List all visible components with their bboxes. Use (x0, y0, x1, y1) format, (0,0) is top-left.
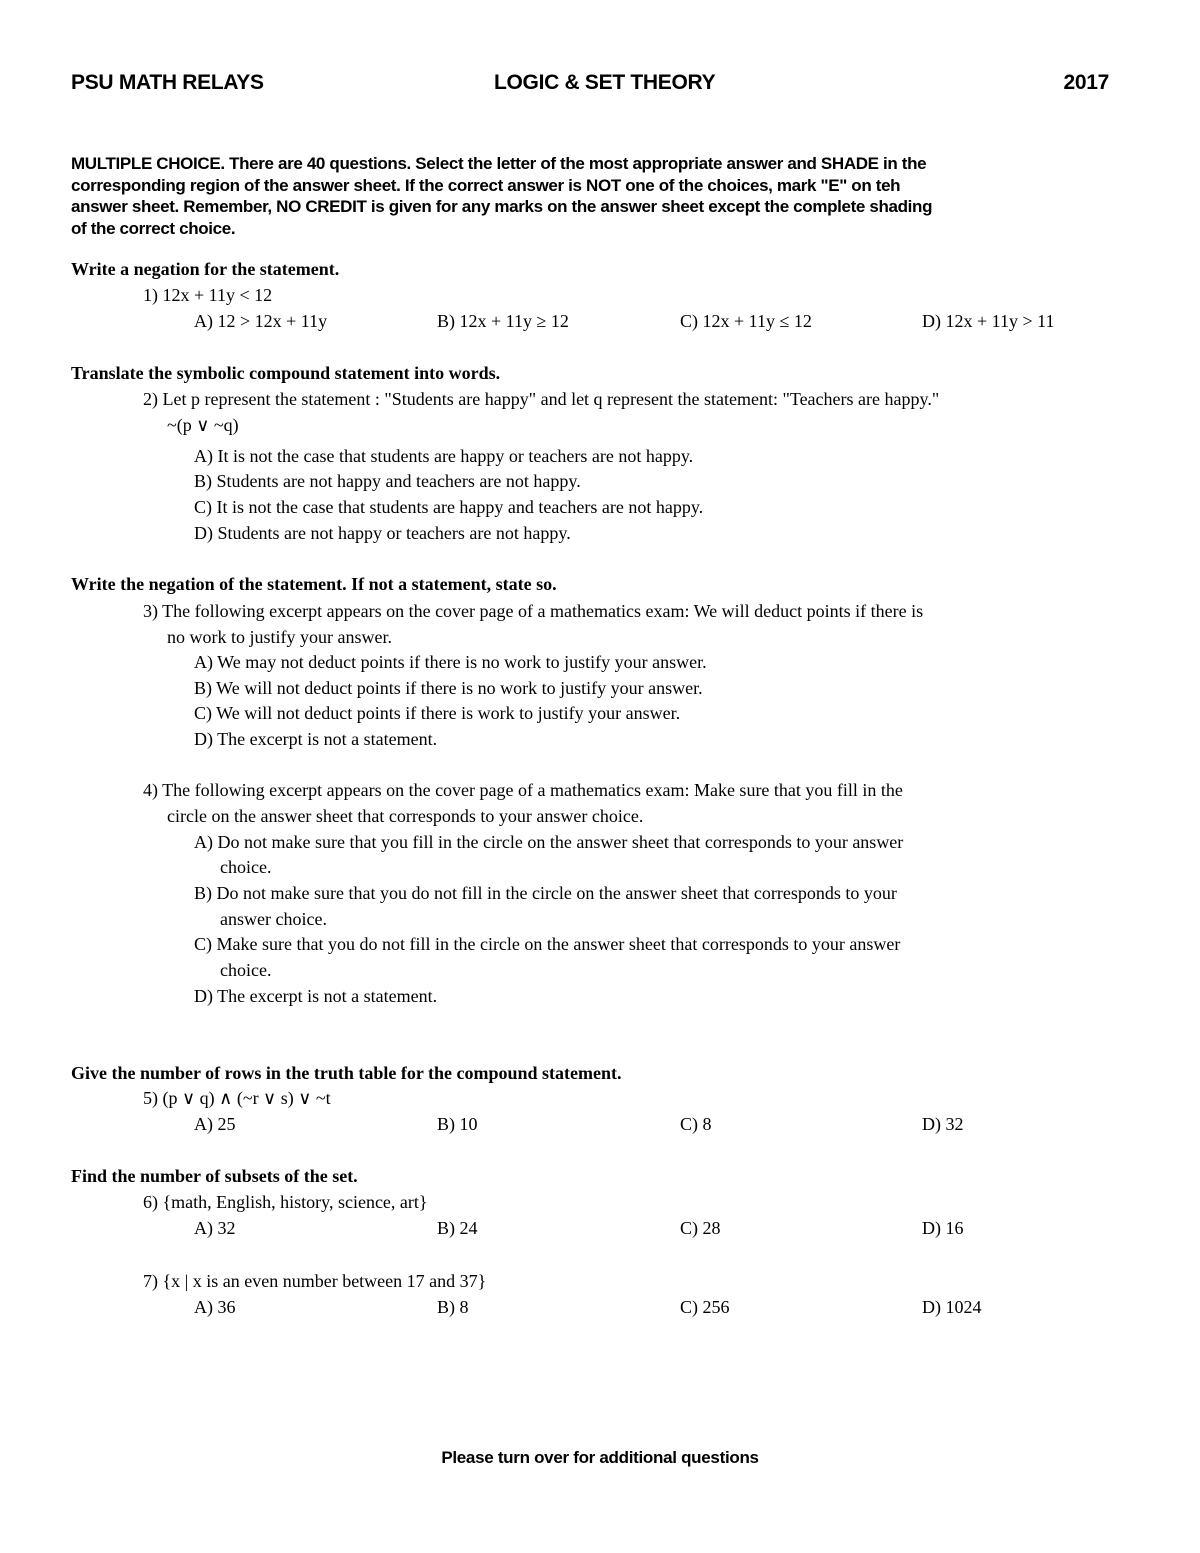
answer-option: B) We will not deduct points if there is no work to justify your answer. (194, 678, 703, 698)
section-heading: Translate the symbolic compound statement into words. (71, 363, 501, 383)
answer-option: B) Students are not happy and teachers are not happy. (194, 471, 581, 491)
answer-option: C) It is not the case that students are happy and teachers are not happy. (194, 497, 704, 517)
question-text: 6) {math, English, history, science, art} (143, 1192, 428, 1212)
question-text: 7) {x | x is an even number between 17 and 37} (143, 1271, 487, 1291)
question-text: no work to justify your answer. (167, 627, 392, 647)
section-heading: Write a negation for the statement. (71, 259, 340, 279)
question-expression: ~(p ∨ ~q) (167, 415, 239, 435)
instructions-line: answer sheet. Remember, NO CREDIT is given for any marks on the answer sheet except the complete shading (71, 197, 933, 216)
answer-option: A) It is not the case that students are happy or teachers are not happy. (194, 446, 694, 466)
answer-option: B) 10 (437, 1114, 478, 1134)
answer-option-continued: answer choice. (220, 909, 327, 929)
answer-option: B) 8 (437, 1297, 469, 1317)
instructions-line: of the correct choice. (71, 218, 236, 238)
header-title: PSU MATH RELAYS (71, 71, 264, 94)
answer-option: B) Do not make sure that you do not fill in the circle on the answer sheet that corresponds to your (194, 883, 897, 903)
question-text: 5) (p ∨ q) ∧ (~r ∨ s) ∨ ~t (143, 1088, 331, 1108)
answer-option: A) Do not make sure that you fill in the circle on the answer sheet that corresponds to your answer (194, 832, 904, 852)
header-subject: LOGIC & SET THEORY (494, 71, 716, 94)
answer-option: A) 25 (194, 1114, 236, 1134)
question-text: 2) Let p represent the statement : "Students are happy" and let q represent the statement: "Teachers are happy." (143, 389, 940, 409)
answer-option: C) Make sure that you do not fill in the circle on the answer sheet that corresponds to your answer (194, 934, 901, 954)
answer-option: C) 256 (680, 1297, 730, 1317)
section-heading: Find the number of subsets of the set. (71, 1166, 358, 1186)
answer-option: C) We will not deduct points if there is work to justify your answer. (194, 703, 681, 723)
answer-option: A) 32 (194, 1218, 236, 1238)
answer-option: D) The excerpt is not a statement. (194, 986, 438, 1006)
answer-option: D) 12x + 11y > 11 (922, 311, 1055, 331)
footer-note: Please turn over for additional questions (441, 1448, 759, 1467)
answer-option: C) 12x + 11y ≤ 12 (680, 311, 812, 331)
answer-option: A) We may not deduct points if there is no work to justify your answer. (194, 652, 707, 672)
section-heading: Give the number of rows in the truth table for the compound statement. (71, 1063, 622, 1083)
instructions-line: MULTIPLE CHOICE. There are 40 questions. Select the letter of the most appropriate answer and SHADE in the (71, 154, 927, 173)
answer-option: B) 24 (437, 1218, 478, 1238)
section-heading: Write the negation of the statement. If not a statement, state so. (71, 574, 557, 594)
header-year: 2017 (1063, 71, 1109, 94)
answer-option: C) 28 (680, 1218, 721, 1238)
answer-option: A) 36 (194, 1297, 236, 1317)
answer-option: D) 1024 (922, 1297, 982, 1317)
answer-option-continued: choice. (220, 960, 272, 980)
question-text: circle on the answer sheet that corresponds to your answer choice. (167, 806, 644, 826)
answer-option-continued: choice. (220, 857, 272, 877)
answer-option: C) 8 (680, 1114, 712, 1134)
answer-option: A) 12 > 12x + 11y (194, 311, 328, 331)
answer-option: D) 32 (922, 1114, 964, 1134)
question-text: 1) 12x + 11y < 12 (143, 285, 273, 305)
answer-option: D) 16 (922, 1218, 964, 1238)
answer-option: B) 12x + 11y ≥ 12 (437, 311, 569, 331)
instructions (71, 153, 1131, 239)
answer-option: D) The excerpt is not a statement. (194, 729, 438, 749)
question-text: 4) The following excerpt appears on the cover page of a mathematics exam: Make sure that you fill in the (143, 780, 903, 800)
answer-option: D) Students are not happy or teachers are not happy. (194, 523, 571, 543)
question-text: 3) The following excerpt appears on the cover page of a mathematics exam: We will deduct points if there is (143, 601, 924, 621)
instructions-line: corresponding region of the answer sheet. If the correct answer is NOT one of the choices, mark "E" on teh (71, 175, 901, 195)
